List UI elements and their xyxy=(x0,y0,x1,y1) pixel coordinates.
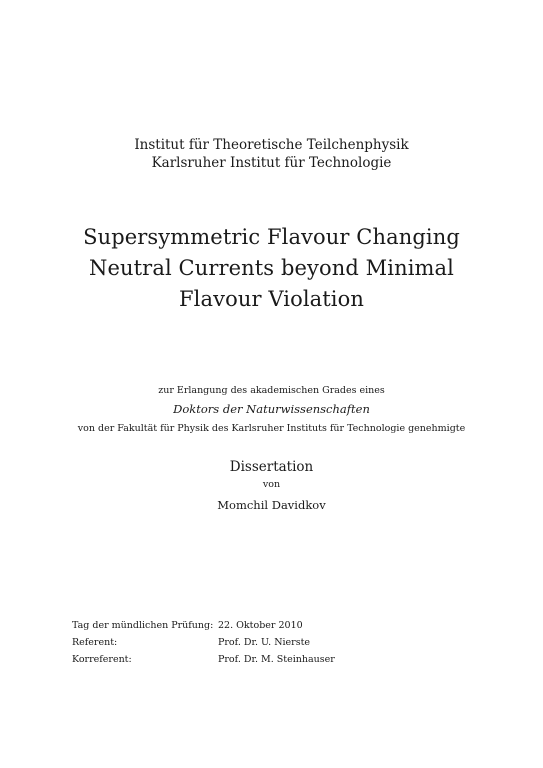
institute-block xyxy=(0,136,543,172)
committee-row xyxy=(72,617,335,634)
committee-label: Referent: xyxy=(72,637,118,648)
degree-statement xyxy=(0,381,543,438)
degree-title: Doktors der Naturwissenschaften xyxy=(173,402,370,416)
thesis-title xyxy=(0,222,543,315)
committee-row xyxy=(72,634,335,651)
committee-table xyxy=(72,617,335,668)
title-line-1: Supersymmetric Flavour Changing xyxy=(83,225,460,249)
title-line-2: Neutral Currents beyond Minimal xyxy=(89,256,454,280)
dissertation-block xyxy=(0,458,543,516)
von-label: von xyxy=(262,479,281,490)
university-name: Karlsruher Institut für Technologie xyxy=(151,155,392,171)
committee-value: Prof. Dr. U. Nierste xyxy=(218,637,311,648)
committee-value: 22. Oktober 2010 xyxy=(218,620,303,631)
degree-line-3: von der Fakultät für Physik des Karlsruher Instituts für Technologie genehmigte xyxy=(77,423,466,434)
title-line-3: Flavour Violation xyxy=(179,287,364,311)
committee-label: Korreferent: xyxy=(72,654,132,665)
committee-label: Tag der mündlichen Prüfung: xyxy=(72,620,214,631)
committee-row xyxy=(72,651,335,668)
institute-name: Institut für Theoretische Teilchenphysik xyxy=(134,137,409,153)
author-name: Momchil Davidkov xyxy=(217,498,326,512)
committee-value: Prof. Dr. M. Steinhauser xyxy=(218,654,335,665)
dissertation-label: Dissertation xyxy=(229,459,314,475)
degree-line-1: zur Erlangung des akademischen Grades eines xyxy=(158,385,385,396)
